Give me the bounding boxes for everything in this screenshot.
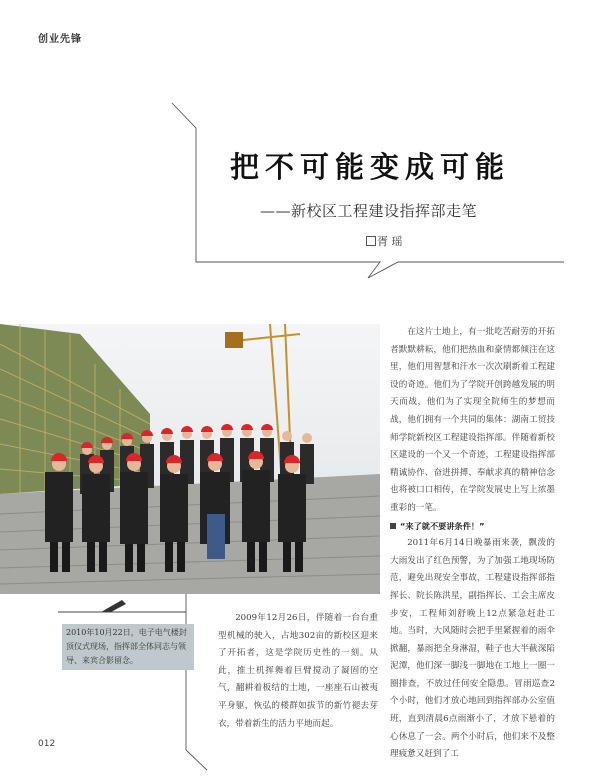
square-bullet-icon xyxy=(390,523,396,529)
article-subtitle: ——新校区工程建设指挥部走笔 xyxy=(260,202,478,220)
page-number: 012 xyxy=(38,739,56,749)
author-name: 胥 瑶 xyxy=(377,235,403,248)
section-heading xyxy=(390,518,555,536)
paragraph: 2011年6月14日晚暴雨来袭，飘泼的大雨发出了红色预警，为了加强工地现场防范，避免出现安全事故，工程建设指挥部指挥长、院长陈洪星，副指挥长、工会主席皮步安，工程师刘舒晚上12点紧急赶赴工地。当时，大风随时会把手里紧握着的雨伞掀翻，暴雨把全身淋湿，鞋子也大半截深陷泥潭，他们深一脚浅一脚地在工地上一圈一圈排查，不放过任何安全隐患。冒雨巡查2个小时，他们才放心地回到指挥部办公室值班，直到清晨6点雨渐小了，才放下悬着的心休息了一会。两个小时后，他们来不及整理疲惫又赶到了工 xyxy=(390,538,555,760)
bottom-column-text xyxy=(218,610,378,733)
box-icon xyxy=(366,236,376,246)
photo-caption: 2010年10月22日，电子电气楼封顶仪式现场，指挥部全体同志与领导、来宾合影留念。 xyxy=(62,624,194,670)
section-tag: 创业先锋 xyxy=(38,34,82,45)
paragraph: 2009年12月26日，伴随着一台台重型机械的驶入，占地302亩的新校区迎来了开拓者，这是学院历史性的一刻。从此，推土机挥舞着巨臂搅动了凝固的空气，翻耕着板结的土地，一座座石山被夷平身躯，恢弘的楼群如拔节的新竹褪去芽衣，带着新生的活力平地而起。 xyxy=(218,613,378,729)
group-photo xyxy=(0,324,380,594)
article-title: 把不可能变成可能 xyxy=(229,150,510,184)
paragraph: 在这片土地上，有一批吃苦耐劳的开拓者默默耕耘，他们把热血和豪情都倾注在这里，他们用智慧和汗水一次次刷新着工程建设的奇迹。他们为了学院开创跨越发展的明天而战，他们为了实现全院师生的梦想而战，他们拥有一个共同的集体：湖南工贸技师学院新校区工程建设指挥部。伴随着新校区建设的一个又一个奇迹，工程建设指挥部精诚协作、奋进拼搏、奉献求真的精神信念也将被口口相传，在学院发展史上写上浓墨重彩的一笔。 xyxy=(390,327,555,513)
section-heading-text: “来了就不要讲条件！” xyxy=(400,520,485,531)
right-column-text xyxy=(390,324,555,764)
author-byline xyxy=(366,233,403,249)
